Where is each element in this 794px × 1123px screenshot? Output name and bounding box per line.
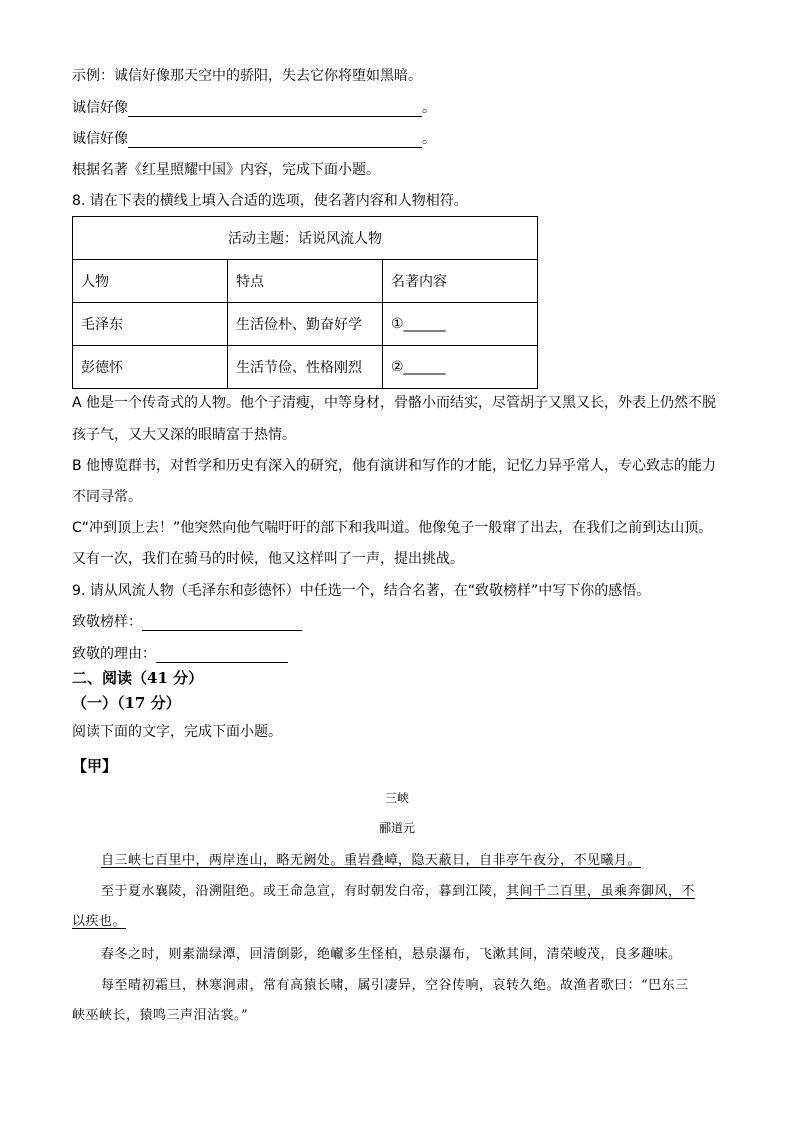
option-a-line-2: 孩子气，又大又深的眼睛富于热情。: [72, 427, 296, 443]
option-a-line-1: A 他是一个传奇式的人物。他个子清瘦，中等身材，骨骼小而结实，尽管胡子又黑又长，外表上仍然不脱: [72, 395, 717, 411]
question-9: 9. 请从风流人物（毛泽东和彭德怀）中任选一个，结合名著，在“致敬榜样”中写下你的感悟。: [72, 583, 651, 599]
role-model-blank[interactable]: [142, 616, 302, 631]
section-heading: 二、阅读（41 分）: [72, 669, 204, 687]
paragraph-2-underlined: 其间千二百里，虽乘奔御风，不: [506, 884, 696, 899]
passage-paragraph-4-end: 峡巫峡长，猿鸣三声泪沾裳。”: [72, 1008, 249, 1023]
paragraph-2-plain: 至于夏水襄陵，沿溯阻绝。或王命急宣，有时朝发白帝，暮到江陵，: [101, 884, 507, 899]
header-content: 名著内容: [383, 260, 538, 303]
table-row: [73, 303, 538, 346]
cell-answer-1[interactable]: ①______: [383, 303, 538, 346]
reason-line: [72, 645, 288, 663]
cell-trait: 生活俭朴、勤奋好学: [228, 303, 383, 346]
passage-label: 【甲】: [72, 757, 118, 775]
end-mark: 。: [422, 131, 436, 147]
example-sentence: 示例：诚信好像那天空中的骄阳，失去它你将堕如黑暗。: [72, 68, 422, 84]
header-trait: 特点: [228, 260, 383, 303]
passage-title: 三峡: [384, 791, 409, 805]
passage-paragraph-1: 自三峡七百里中，两岸连山，略无阙处。重岩叠嶂，隐天蔽日，自非亭午夜分，不见曦月。: [101, 853, 642, 868]
activity-table: [72, 216, 538, 389]
fill-line-1: [72, 99, 436, 117]
fill-line-2-prefix: 诚信好像: [72, 131, 128, 147]
header-person: 人物: [73, 260, 228, 303]
subsection-heading: （一）（17 分）: [72, 694, 181, 712]
role-model-line: [72, 613, 302, 631]
option-b-line-2: 不同寻常。: [72, 489, 142, 505]
passage-paragraph-3: 春冬之时，则素湍绿潭，回清倒影，绝𪩘多生怪柏，悬泉瀑布，飞漱其间，清荣峻茂，良多趣味。: [101, 947, 682, 962]
table-row: [73, 346, 538, 389]
option-c-line-2: 又有一次，我们在骑马的时候，他又这样叫了一声，提出挑战。: [72, 551, 464, 567]
answer-blank-2[interactable]: [128, 133, 422, 148]
reason-blank[interactable]: [156, 648, 288, 663]
reason-label: 致敬的理由：: [72, 646, 156, 662]
answer-blank-1[interactable]: [128, 102, 422, 117]
cell-person: 彭德怀: [73, 346, 228, 389]
fill-line-2: [72, 130, 436, 148]
reading-instruction: 阅读下面的文字，完成下面小题。: [72, 724, 282, 740]
passage-paragraph-2-end: 以疾也。: [72, 914, 127, 929]
option-b-line-1: B 他博览群书，对哲学和历史有深入的研究，他有演讲和写作的才能，记忆力异乎常人，专心致志的能力: [72, 458, 717, 474]
cell-trait: 生活节俭、性格刚烈: [228, 346, 383, 389]
fill-line-1-prefix: 诚信好像: [72, 100, 128, 116]
table-title: 活动主题：话说风流人物: [73, 217, 538, 260]
cell-answer-2[interactable]: ②______: [383, 346, 538, 389]
passage-paragraph-4: 每至晴初霜旦，林寒涧肃，常有高猿长啸，属引凄异，空谷传响，哀转久绝。故渔者歌曰：“巴东三: [101, 978, 689, 993]
book-instruction: 根据名著《红星照耀中国》内容，完成下面小题。: [72, 162, 380, 178]
end-mark: 。: [422, 100, 436, 116]
cell-person: 毛泽东: [73, 303, 228, 346]
option-c-line-1: C“冲到顶上去！”他突然向他气喘吁吁的部下和我叫道。他像兔子一般窜了出去，在我们之前到达山顶。: [72, 520, 713, 536]
passage-author: 郦道元: [378, 821, 415, 835]
passage-paragraph-2: [101, 880, 695, 899]
question-8: 8. 请在下表的横线上填入合适的选项，使名著内容和人物相符。: [72, 193, 468, 209]
role-model-label: 致敬榜样：: [72, 614, 142, 630]
